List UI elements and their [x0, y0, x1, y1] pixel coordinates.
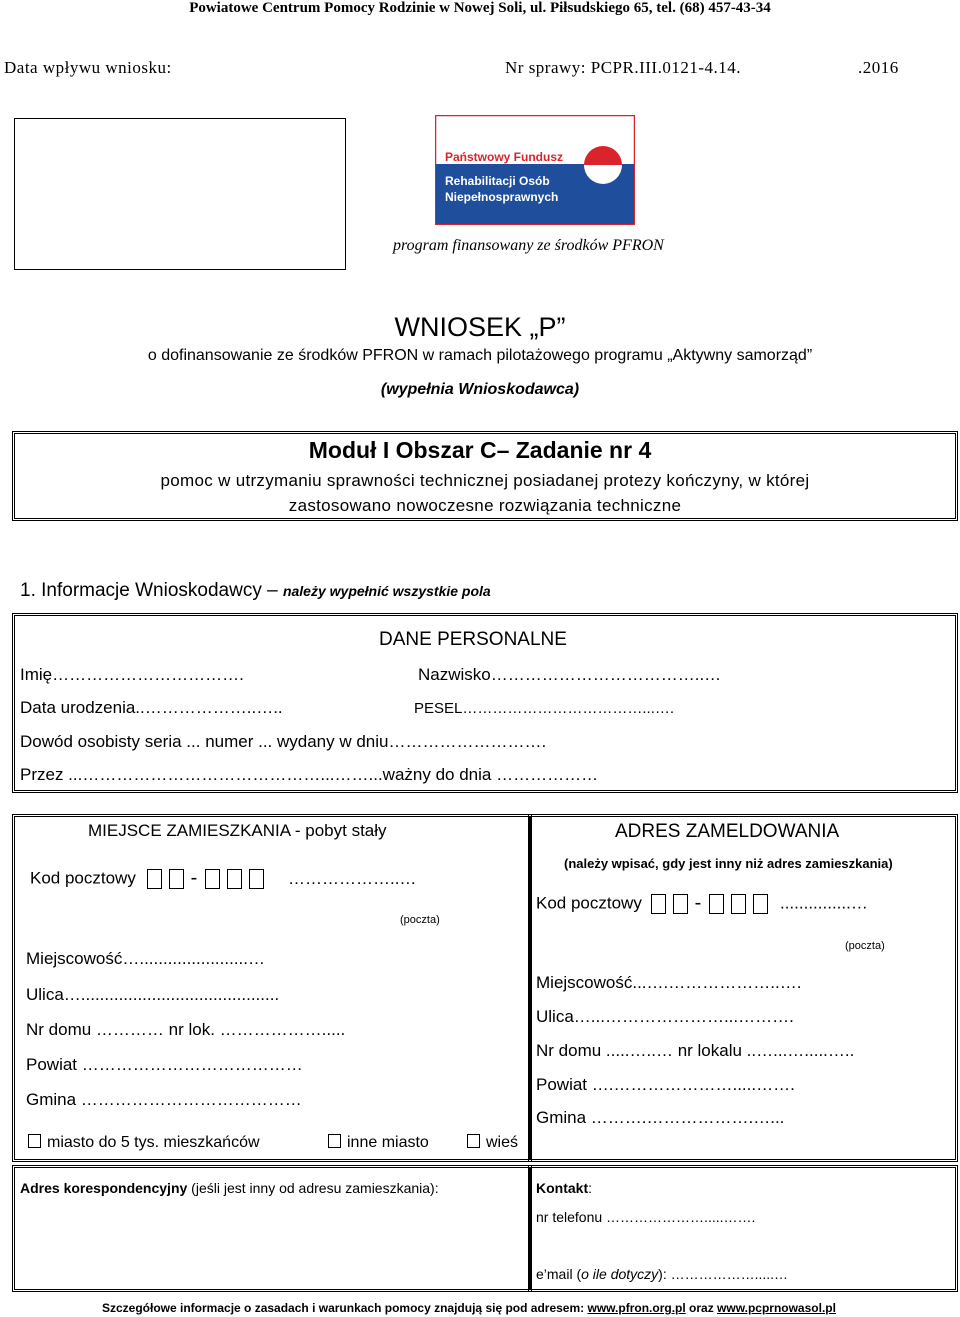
pfron-logo — [435, 115, 635, 225]
correspondence-label-main: Adres korespondencyjny — [20, 1180, 188, 1196]
other-city-checkbox[interactable] — [328, 1134, 341, 1148]
postal-digit-box[interactable] — [731, 894, 746, 914]
residence-city-field[interactable]: Miejscowość….......................… — [26, 949, 265, 968]
postal-digit-box[interactable] — [147, 869, 162, 889]
correspondence-label-note: (jeśli jest inny od adresu zamieszkania): — [187, 1180, 439, 1196]
footer-mid: oraz — [685, 1301, 718, 1315]
email-label-ital: o ile dotyczy — [581, 1266, 659, 1282]
residence-postal-city[interactable]: ………………..… — [287, 868, 417, 888]
module-heading: Moduł I Obszar C– Zadanie nr 4 — [308, 437, 652, 463]
issued-by-field[interactable]: Przez ...……………………………………...……...ważny do dnia ……………… — [20, 765, 599, 784]
registration-heading: ADRES ZAMELDOWANIA — [615, 821, 840, 842]
registration-house-field[interactable]: Nr domu .....…..… nr lokalu ..…...….....….. — [536, 1041, 855, 1060]
email-label-pre: e’mail ( — [536, 1266, 582, 1282]
pfron-link[interactable]: www.pfron.org.pl — [587, 1301, 686, 1315]
email-field — [536, 1266, 788, 1282]
residence-heading-sub: - pobyt stały — [290, 821, 387, 840]
birth-date-field[interactable]: Data urodzenia..………………..….. — [20, 698, 283, 717]
correspondence-label — [20, 1180, 439, 1196]
section-1-heading: 1. Informacje Wnioskodawcy – — [20, 580, 278, 601]
village-checkbox[interactable] — [467, 1134, 480, 1148]
stamp-box — [14, 118, 346, 270]
postal-digit-box[interactable] — [709, 894, 724, 914]
option-village — [467, 1134, 518, 1152]
residence-house-field[interactable]: Nr domu ………… nr lok. ………………..... — [26, 1020, 346, 1039]
registration-postal-city[interactable]: ...............… — [779, 893, 868, 913]
form-subtitle: o dofinansowanie ze środków PFRON w ramach pilotażowego programu „Aktywny samorząd” — [147, 347, 813, 364]
registration-postal-label: Kod pocztowy — [536, 893, 642, 913]
residence-heading-main: MIEJSCE ZAMIESZKANIA — [88, 821, 291, 840]
registration-poczta-label: (poczta) — [845, 940, 885, 952]
section-1-title — [20, 580, 491, 602]
pesel-field[interactable]: PESEL………………………………...…. — [414, 700, 675, 717]
email-label-post[interactable]: ): ……………….....… — [658, 1266, 789, 1282]
contact-label-colon: : — [588, 1180, 593, 1196]
pfron-logo-graphic — [435, 115, 635, 225]
postal-digit-box[interactable] — [227, 869, 242, 889]
registration-city-field[interactable]: Miejscowość...….………………..…. — [536, 973, 802, 992]
first-name-field[interactable]: Imię……………………………. — [20, 665, 244, 684]
residence-postal-label: Kod pocztowy — [30, 868, 136, 888]
small-town-checkbox[interactable] — [28, 1134, 41, 1148]
registration-note: (należy wpisać, gdy jest inny niż adres zamieszkania) — [564, 856, 893, 871]
last-name-field[interactable]: Nazwisko………………………………..… — [418, 665, 722, 684]
registration-street-field[interactable]: Ulica…...…………………...………. — [536, 1007, 794, 1026]
footer-text: Szczegółowe informacje o zasadach i warunkach pomocy znajdują się pod adresem: — [102, 1301, 588, 1315]
postal-digit-box[interactable] — [169, 869, 184, 889]
case-number: Nr sprawy: PCPR.III.0121-4.14. — [505, 58, 741, 77]
residence-postal-row: Kod pocztowy - ………………..… — [30, 867, 417, 889]
case-year: .2016 — [858, 58, 899, 77]
footer-info — [102, 1301, 836, 1315]
form-title: WNIOSEK „P” — [394, 312, 566, 342]
postal-digit-box[interactable] — [673, 894, 688, 914]
registration-commune-field[interactable]: Gmina ……….……………….…... — [536, 1108, 785, 1127]
other-city-label: inne miasto — [347, 1134, 429, 1151]
institution-header: Powiatowe Centrum Pomocy Rodzinie w Nowej Soli, ul. Piłsudskiego 65, tel. (68) 457-43-34 — [189, 0, 771, 16]
residence-county-field[interactable]: Powiat ………………………………… — [26, 1055, 303, 1074]
option-small-town — [28, 1134, 260, 1152]
id-card-field[interactable]: Dowód osobisty seria ... numer ... wydany w dniu………………………. — [20, 732, 547, 751]
logo-text-2: Rehabilitacji Osób — [445, 174, 550, 188]
small-town-label: miasto do 5 tys. mieszkańców — [47, 1134, 260, 1151]
module-line-1: pomoc w utrzymaniu sprawności technicznej posiadanej protezy kończyny, w której — [160, 471, 810, 490]
residence-street-field[interactable]: Ulica….......................................... — [26, 985, 280, 1004]
village-label: wieś — [486, 1134, 519, 1151]
module-line-2: zastosowano nowoczesne rozwiązania techniczne — [288, 496, 682, 515]
phone-field[interactable]: nr telefonu ………………….....……. — [536, 1209, 756, 1225]
pcpr-link[interactable]: www.pcprnowasol.pl — [717, 1301, 836, 1315]
section-1-note: należy wypełnić wszystkie pola — [282, 583, 491, 599]
option-other-city — [328, 1134, 429, 1152]
personal-heading: DANE PERSONALNE — [379, 629, 567, 650]
program-note: program finansowany ze środków PFRON — [393, 237, 664, 254]
postal-digit-box[interactable] — [753, 894, 768, 914]
residence-heading — [88, 821, 387, 841]
contact-label-main: Kontakt — [536, 1180, 589, 1196]
contact-label — [536, 1180, 592, 1196]
registration-county-field[interactable]: Powiat ….………………….....……. — [536, 1075, 795, 1094]
date-received-label: Data wpływu wniosku: — [4, 58, 172, 77]
residence-poczta-label: (poczta) — [400, 914, 440, 926]
postal-digit-box[interactable] — [205, 869, 220, 889]
postal-digit-box[interactable] — [249, 869, 264, 889]
residence-commune-field[interactable]: Gmina ………………………………… — [26, 1090, 302, 1109]
registration-postal-row: Kod pocztowy - ...............… — [536, 892, 868, 914]
filled-by-note: (wypełnia Wnioskodawca) — [380, 381, 580, 398]
logo-text-3: Niepełnosprawnych — [445, 190, 559, 204]
logo-text-1: Państwowy Fundusz — [445, 150, 564, 164]
postal-digit-box[interactable] — [651, 894, 666, 914]
